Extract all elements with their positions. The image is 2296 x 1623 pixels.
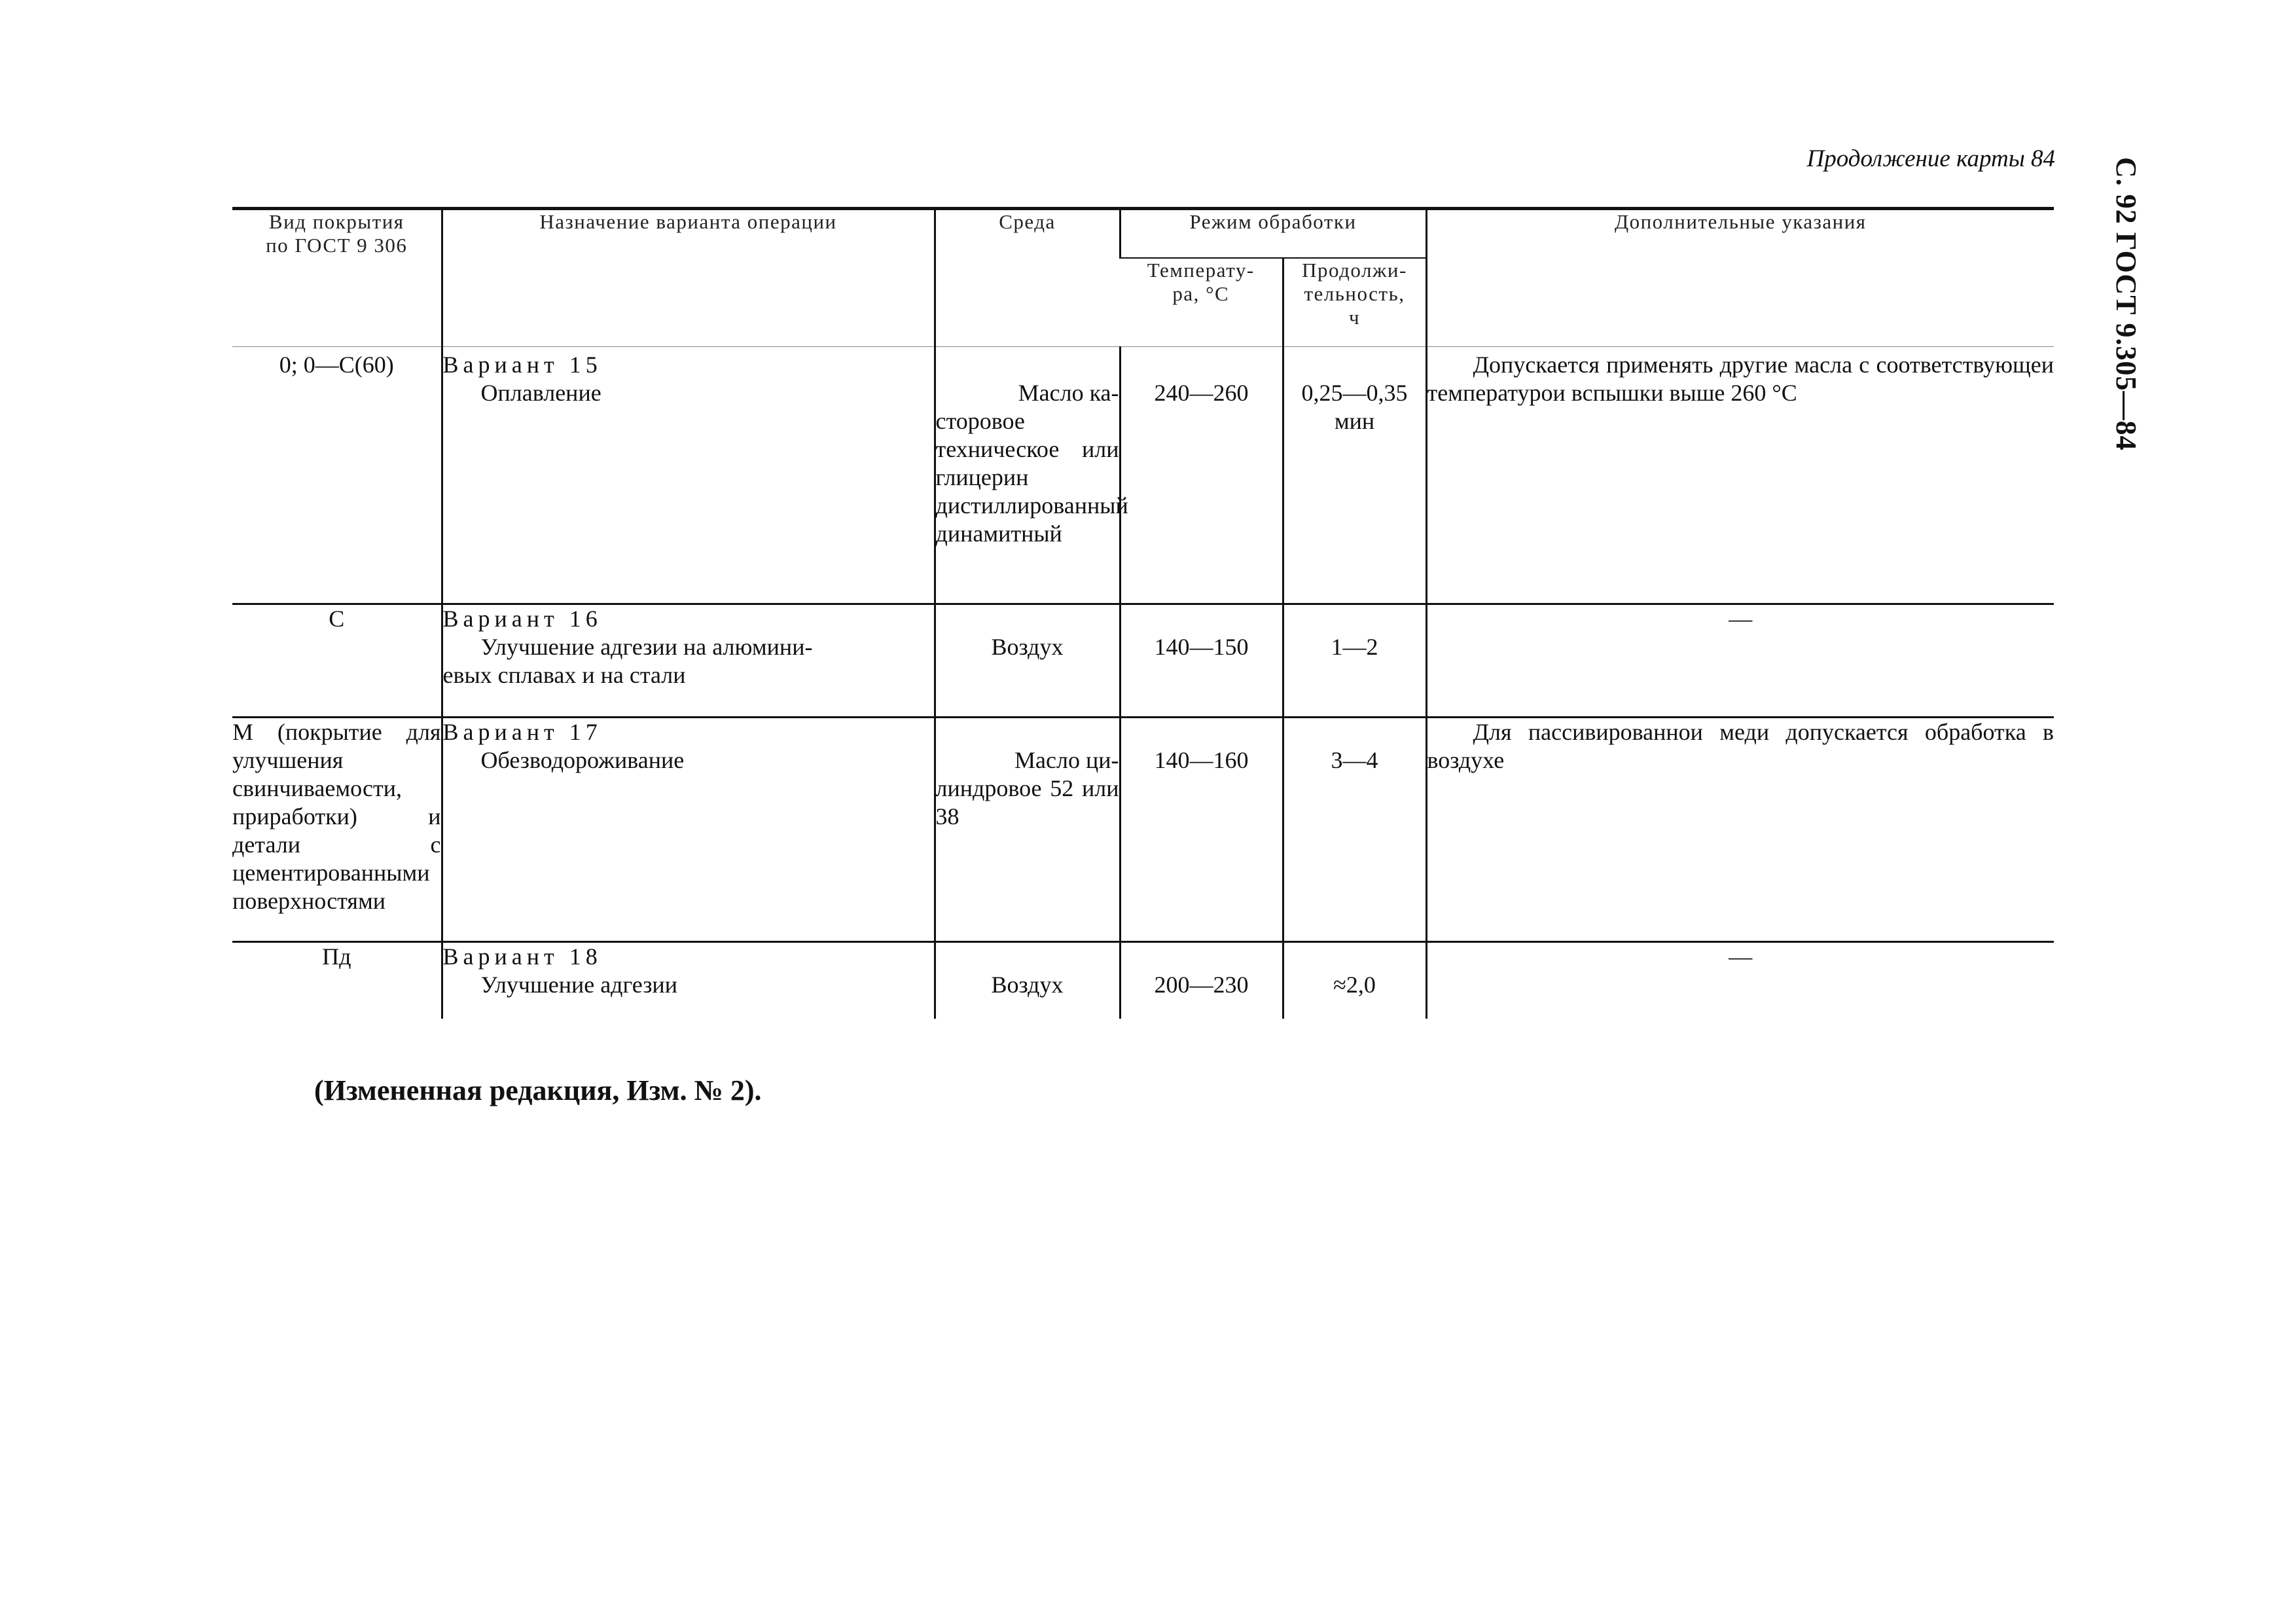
cell-coating: С xyxy=(232,604,442,718)
cell-coating: М (покрытие для улучшения свинчиваемости, приработки) и детали с цементированными поверхностями xyxy=(232,718,442,942)
amendment-note: (Измененная редакция, Изм. № 2). xyxy=(314,1074,762,1106)
cell-medium: Масло ка- сторовое техническое или глицерин дистиллированный динамитный xyxy=(935,351,1120,604)
table-row xyxy=(232,718,2054,942)
header-regime: Режим обработки xyxy=(1120,209,1426,259)
header-purpose: Назначение варианта операции xyxy=(442,209,935,347)
cell-medium: Воздух xyxy=(935,942,1120,1019)
cell-temperature: 240—260 xyxy=(1120,351,1283,604)
cell-duration: 3—4 xyxy=(1283,718,1426,942)
header-row xyxy=(232,209,2054,259)
cell-coating: 0; 0—С(60) xyxy=(232,351,442,604)
header-duration: Продолжи- тельность, ч xyxy=(1283,258,1426,347)
table-row xyxy=(232,604,2054,718)
cell-coating: Пд xyxy=(322,943,351,970)
table-row xyxy=(232,942,2054,1019)
purpose-text: Улучшение адгезии xyxy=(480,972,677,998)
variant-label: Вариант 15 xyxy=(442,352,602,378)
cell-temperature: 200—230 xyxy=(1120,942,1283,1019)
cell-purpose xyxy=(442,351,935,604)
variant-label: Вариант 16 xyxy=(442,606,602,632)
cell-duration: 0,25—0,35 мин xyxy=(1283,351,1426,604)
variant-label: Вариант 18 xyxy=(442,943,602,970)
cell-purpose xyxy=(442,718,935,942)
cell-duration: ≈2,0 xyxy=(1283,942,1426,1019)
cell-notes: Для пассивированнои меди допускается обработка в воздухе xyxy=(1426,718,2054,942)
header-notes: Дополнительные указания xyxy=(1426,209,2054,347)
header-medium: Среда xyxy=(935,209,1120,347)
cell-medium: Воздух xyxy=(935,604,1120,718)
table-row xyxy=(232,351,2054,604)
processing-table xyxy=(232,207,2054,1019)
cell-notes: — xyxy=(1426,942,2054,1019)
side-header: С. 92 ГОСТ 9.305—84 xyxy=(2110,157,2142,451)
cell-notes: Допускается применять другие масла с соответствующеи температурои вспышки выше 260 °С xyxy=(1426,351,2054,604)
purpose-text: Обезводороживание xyxy=(480,747,685,773)
purpose-text: Оплавление xyxy=(480,380,601,406)
variant-label: Вариант 17 xyxy=(442,719,602,745)
cell-purpose xyxy=(442,942,935,1019)
cell-medium: Масло ци- линдровое 52 или 38 xyxy=(935,718,1120,942)
cell-notes: — xyxy=(1426,604,2054,718)
header-coating-type: Вид покрытия по ГОСТ 9 306 xyxy=(232,209,442,347)
continuation-label: Продолжение карты 84 xyxy=(1806,145,2055,172)
cell-duration: 1—2 xyxy=(1283,604,1426,718)
cell-temperature: 140—150 xyxy=(1120,604,1283,718)
header-temperature: Температу- ра, °С xyxy=(1120,258,1283,347)
cell-temperature: 140—160 xyxy=(1120,718,1283,942)
cell-purpose: Вариант 16 Улучшение адгезии на алюмини- евых сплавах и на стали xyxy=(442,604,935,718)
